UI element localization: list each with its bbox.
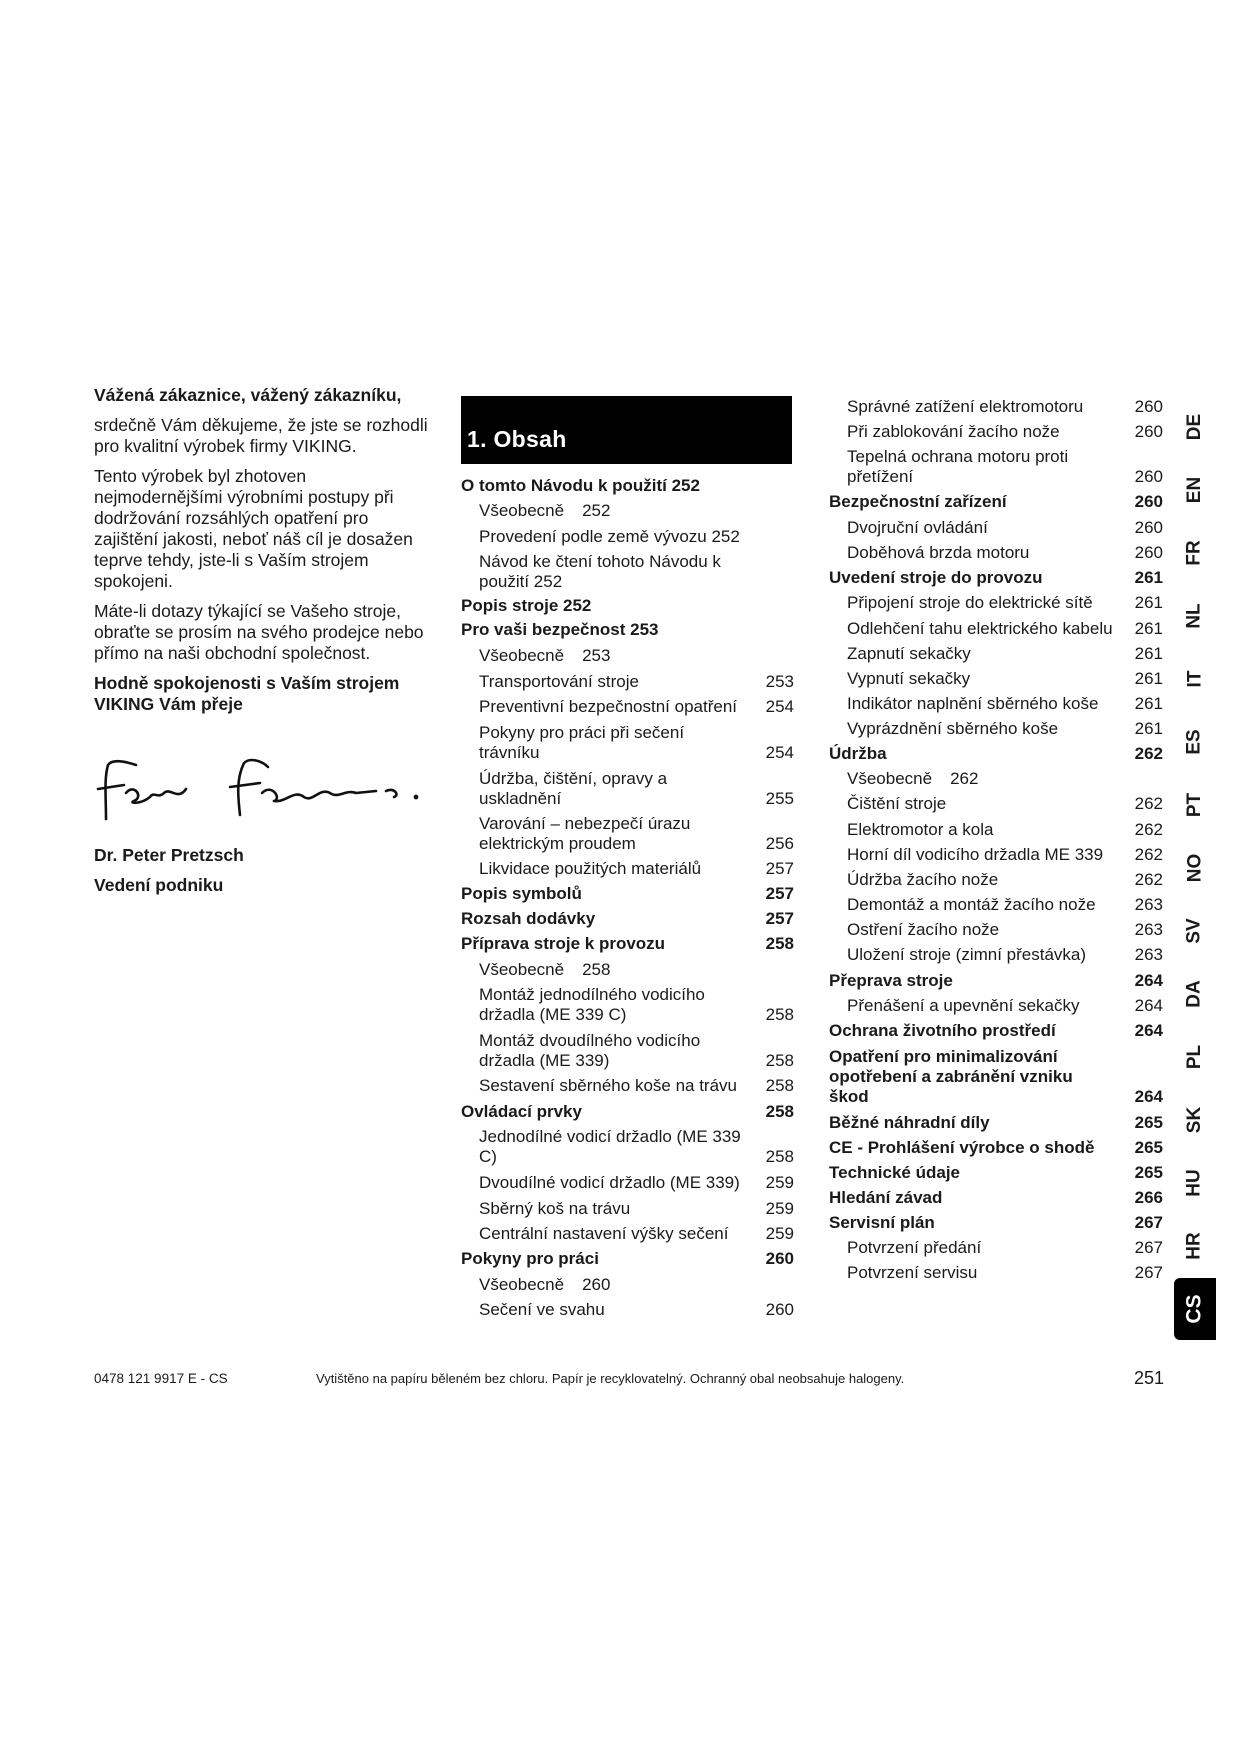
signature-image — [94, 753, 424, 823]
toc-entry-page: 264 — [1134, 1087, 1163, 1106]
toc-entry — [829, 945, 1163, 965]
toc-entry-title: O tomto Návodu k použití 252 — [461, 476, 700, 495]
toc-entry-title: Opatření pro minimalizování opotřebení a zabránění vzniku škod — [829, 1047, 1073, 1106]
document-code: 0478 121 9917 E - CS — [94, 1371, 228, 1386]
language-tab-label: PT — [1184, 792, 1205, 818]
toc-entry-title: Připojení stroje do elektrické sítě — [847, 593, 1093, 612]
toc-entry-title: Rozsah dodávky — [461, 909, 596, 928]
intro-paragraph-1: srdečně Vám děkujeme, že jste se rozhodli pro kvalitní výrobek firmy VIKING. — [94, 415, 428, 456]
toc-entry-title: Zapnutí sekačky — [847, 644, 971, 663]
toc-entry — [829, 895, 1163, 915]
toc-entry-title: Příprava stroje k provozu — [461, 934, 666, 953]
toc-entry-page: 261 — [1134, 619, 1163, 638]
toc-entry — [461, 934, 794, 954]
intro-column — [94, 385, 434, 905]
toc-entry — [461, 814, 794, 854]
toc-entry — [461, 1300, 794, 1320]
toc-entry — [829, 694, 1163, 714]
toc-entry-title: Tepelná ochrana motoru proti přetížení — [847, 447, 1069, 486]
language-tab-pt[interactable] — [1174, 774, 1216, 836]
toc-entry — [461, 859, 794, 879]
toc-entry-page: 259 — [765, 1224, 794, 1243]
language-tab-label: IT — [1183, 670, 1205, 688]
toc-entry-page: 267 — [1134, 1238, 1163, 1257]
toc-entry — [829, 1021, 1163, 1041]
toc-entry — [829, 422, 1163, 442]
toc-entry-title: Všeobecně 253 — [479, 646, 611, 665]
toc-entry — [829, 397, 1163, 417]
toc-entry-page: 258 — [582, 960, 611, 979]
toc-entry-title: Přenášení a upevnění sekačky — [847, 996, 1080, 1015]
contents-header — [461, 396, 792, 464]
toc-entry — [829, 447, 1163, 487]
toc-entry — [461, 1102, 794, 1122]
toc-entry-title: Dvoudílné vodicí držadlo (ME 339) — [479, 1173, 740, 1192]
language-tab-label: HR — [1183, 1232, 1205, 1260]
toc-entry-title: Provedení podle země vývozu 252 — [479, 527, 740, 546]
toc-entry — [461, 769, 794, 809]
toc-entry-title: Montáž jednodílného vodicího držadla (ME 339 C) — [479, 985, 705, 1024]
toc-entry-title: Demontáž a montáž žacího nože — [847, 895, 1096, 914]
language-tab-cs[interactable] — [1174, 1278, 1216, 1340]
toc-entry — [461, 1275, 794, 1295]
toc-entry — [461, 1224, 794, 1244]
toc-entry-title: Pro vaši bezpečnost 253 — [461, 620, 659, 639]
language-tab-label: ES — [1183, 729, 1205, 755]
toc-entry-title: Varování – nebezpečí úrazu elektrickým proudem — [479, 814, 691, 853]
contents-title: 1. Obsah — [467, 426, 567, 452]
toc-entry-title: Návod ke čtení tohoto Návodu k použití 252 — [479, 552, 721, 591]
toc-entry-page: 254 — [765, 697, 794, 716]
toc-entry-title: Doběhová brzda motoru — [847, 543, 1030, 562]
toc-entry — [829, 845, 1163, 865]
toc-entry-page: 258 — [765, 1076, 794, 1095]
language-tab-label: CS — [1183, 1294, 1206, 1324]
toc-entry — [461, 1199, 794, 1219]
toc-entry — [829, 920, 1163, 940]
toc-entry-title: Popis symbolů — [461, 884, 582, 903]
toc-entry — [829, 1113, 1163, 1133]
toc-entry — [461, 1076, 794, 1096]
toc-entry — [829, 1047, 1163, 1107]
toc-entry-page: 265 — [1134, 1138, 1163, 1157]
language-tab-no[interactable] — [1174, 837, 1216, 899]
toc-entry-page: 260 — [765, 1300, 794, 1319]
toc-entry-title: Vyprázdnění sběrného koše — [847, 719, 1059, 738]
toc-entry — [461, 646, 794, 666]
toc-entry — [829, 1188, 1163, 1208]
toc-entry-title: Transportování stroje — [479, 672, 639, 691]
toc-entry-page: 260 — [1134, 422, 1163, 441]
language-tab-nl[interactable] — [1174, 585, 1216, 647]
toc-entry — [461, 672, 794, 692]
toc-entry-title: Montáž dvoudílného vodicího držadla (ME 339) — [479, 1031, 701, 1070]
toc-entry — [461, 697, 794, 717]
toc-entry-page: 266 — [1134, 1188, 1163, 1207]
toc-entry — [461, 476, 794, 496]
intro-paragraph-2: Tento výrobek byl zhotoven nejmodernějšími výrobními postupy při dodržování rozsáhlých opatření pro zajištění jakosti, neboť náš cíl je dosažen teprve tehdy, jste-li s Vaším strojem spokojeni. — [94, 466, 413, 591]
language-tab-da[interactable] — [1174, 963, 1216, 1025]
toc-entry-title: Sestavení sběrného koše na trávu — [479, 1076, 737, 1095]
toc-entry-title: Čištění stroje — [847, 794, 947, 813]
toc-entry-title: Pokyny pro práci — [461, 1249, 599, 1268]
toc-entry — [461, 1249, 794, 1269]
toc-entry-page: 257 — [765, 859, 794, 878]
greeting: Vážená zákaznice, vážený zákazníku, — [94, 385, 402, 405]
toc-entry — [461, 723, 794, 763]
toc-entry-title: Všeobecně 258 — [479, 960, 611, 979]
toc-entry-page: 263 — [1134, 895, 1163, 914]
toc-entry — [829, 543, 1163, 563]
toc-entry-page: 258 — [765, 1005, 794, 1024]
toc-entry-title: Uvedení stroje do provozu — [829, 568, 1043, 587]
language-tab-label: DE — [1184, 413, 1205, 441]
toc-entry-page: 260 — [1134, 543, 1163, 562]
toc-entry — [461, 527, 794, 547]
toc-entry-page: 267 — [1134, 1263, 1163, 1282]
toc-entry — [461, 1127, 794, 1167]
toc-entry-page: 257 — [765, 909, 794, 928]
toc-entry — [829, 820, 1163, 840]
toc-entry — [829, 669, 1163, 689]
toc-entry-page: 258 — [765, 934, 794, 953]
toc-entry-page: 262 — [1134, 870, 1163, 889]
toc-entry-page: 257 — [765, 884, 794, 903]
toc-entry-title: Všeobecně 260 — [479, 1275, 611, 1294]
language-tab-fr[interactable] — [1174, 522, 1216, 584]
toc-entry-title: Údržba, čištění, opravy a uskladnění — [479, 769, 668, 808]
toc-entry-page: 261 — [1134, 568, 1163, 587]
toc-entry-page: 258 — [765, 1051, 794, 1070]
toc-entry — [829, 719, 1163, 739]
language-tab-sv[interactable] — [1174, 900, 1216, 962]
toc-entry — [829, 870, 1163, 890]
language-tab-it[interactable] — [1174, 648, 1216, 710]
toc-entry-page: 262 — [950, 769, 979, 788]
toc-entry — [829, 769, 1163, 789]
language-tab-label: SV — [1183, 918, 1205, 944]
toc-entry-page: 253 — [765, 672, 794, 691]
toc-entry — [461, 552, 794, 592]
toc-entry — [829, 644, 1163, 664]
paper-note: Vytištěno na papíru běleném bez chloru. Papír je recyklovatelný. Ochranný obal neobsahuje halogeny. — [316, 1371, 905, 1386]
toc-entry-title: Technické údaje — [829, 1163, 961, 1182]
toc-entry-title: Preventivní bezpečnostní opatření — [479, 697, 737, 716]
language-tab-label: HU — [1183, 1169, 1205, 1197]
toc-entry — [829, 492, 1163, 512]
toc-entry — [461, 596, 794, 616]
toc-entry-title: Uložení stroje (zimní přestávka) — [847, 945, 1087, 964]
toc-entry-title: Údržba — [829, 744, 887, 763]
intro-paragraph-3: Máte-li dotazy týkající se Vašeho stroje, obraťte se prosím na svého prodejce nebo přímo na naši obchodní společnost. — [94, 601, 424, 663]
toc-entry-page: 260 — [765, 1249, 794, 1268]
toc-entry — [829, 996, 1163, 1016]
language-tab-label: NL — [1183, 603, 1205, 629]
toc-entry-title: Běžné náhradní díly — [829, 1113, 990, 1132]
toc-entry-page: 260 — [1134, 492, 1163, 511]
toc-entry — [829, 1138, 1163, 1158]
toc-entry-page: 255 — [765, 789, 794, 808]
toc-entry-page: 265 — [1134, 1113, 1163, 1132]
toc-entry-page: 259 — [765, 1173, 794, 1192]
toc-entry-page: 261 — [1134, 669, 1163, 688]
toc-entry-title: Správné zatížení elektromotoru — [847, 397, 1084, 416]
toc-entry-page: 254 — [765, 743, 794, 762]
language-tab-en[interactable] — [1174, 459, 1216, 521]
toc-entry-title: Centrální nastavení výšky sečení — [479, 1224, 729, 1243]
toc-entry — [829, 1238, 1163, 1258]
toc-entry-title: Všeobecně 252 — [479, 501, 611, 520]
toc-entry-page: 260 — [1134, 467, 1163, 486]
toc-entry-title: Potvrzení servisu — [847, 1263, 978, 1282]
language-tab-label: DA — [1183, 980, 1205, 1008]
toc-entry-title: Při zablokování žacího nože — [847, 422, 1060, 441]
toc-entry-page: 262 — [1134, 744, 1163, 763]
signer-position: Vedení podniku — [94, 875, 224, 895]
page-footer — [94, 1368, 1164, 1392]
toc-entry-title: Přeprava stroje — [829, 971, 953, 990]
toc-entry-title: Indikátor naplnění sběrného koše — [847, 694, 1099, 713]
toc-entry — [829, 744, 1163, 764]
toc-entry-page: 262 — [1134, 845, 1163, 864]
language-tab-label: FR — [1183, 540, 1205, 566]
toc-entry — [829, 971, 1163, 991]
toc-entry — [829, 1163, 1163, 1183]
language-tab-label: EN — [1184, 476, 1205, 504]
language-tab-de[interactable] — [1174, 396, 1216, 458]
toc-entry-title: Údržba žacího nože — [847, 870, 999, 889]
toc-entry-title: Elektromotor a kola — [847, 820, 994, 839]
toc-entry-page: 261 — [1134, 694, 1163, 713]
language-tab-es[interactable] — [1174, 711, 1216, 773]
toc-entry-title: Ostření žacího nože — [847, 920, 1000, 939]
closing: Hodně spokojenosti s Vaším strojem VIKING Vám přeje — [94, 673, 400, 714]
toc-entry-page: 264 — [1134, 971, 1163, 990]
toc-entry — [461, 985, 794, 1025]
toc-entry-title: CE - Prohlášení výrobce o shodě — [829, 1138, 1095, 1157]
toc-entry — [829, 568, 1163, 588]
toc-entry — [829, 619, 1163, 639]
toc-entry-page: 256 — [765, 834, 794, 853]
signer-name: Dr. Peter Pretzsch — [94, 845, 244, 865]
toc-entry-page: 264 — [1134, 1021, 1163, 1040]
language-tab-label: NO — [1184, 853, 1205, 883]
toc-entry-title: Ovládací prvky — [461, 1102, 582, 1121]
toc-entry — [461, 501, 794, 521]
toc-entry — [829, 593, 1163, 613]
toc-entry-page: 260 — [582, 1275, 611, 1294]
toc-entry-title: Pokyny pro práci při sečení trávníku — [479, 723, 685, 762]
toc-entry-title: Sběrný koš na trávu — [479, 1199, 631, 1218]
toc-entry — [829, 518, 1163, 538]
toc-entry-page: 252 — [582, 501, 611, 520]
toc-entry-title: Jednodílné vodicí držadlo (ME 339 C) — [479, 1127, 741, 1166]
toc-entry-page: 258 — [765, 1147, 794, 1166]
toc-entry-title: Dvojruční ovládání — [847, 518, 988, 537]
language-tab-label: PL — [1184, 1044, 1205, 1070]
toc-entry-page: 261 — [1134, 593, 1163, 612]
toc-entry-page: 262 — [1134, 820, 1163, 839]
toc-entry-title: Horní díl vodicího držadla ME 339 — [847, 845, 1104, 864]
toc-entry-page: 258 — [765, 1102, 794, 1121]
toc-entry-page: 259 — [765, 1199, 794, 1218]
language-tab-hr[interactable] — [1174, 1215, 1216, 1277]
toc-entry-page: 261 — [1134, 644, 1163, 663]
toc-entry-title: Likvidace použitých materiálů — [479, 859, 702, 878]
toc-entry-title: Ochrana životního prostředí — [829, 1021, 1056, 1040]
toc-entry — [461, 1031, 794, 1071]
toc-entry-title: Potvrzení předání — [847, 1238, 982, 1257]
toc-entry — [461, 884, 794, 904]
page-number: 251 — [1133, 1368, 1164, 1388]
toc-entry — [461, 960, 794, 980]
toc-entry — [829, 1263, 1163, 1283]
toc-entry-page: 261 — [1134, 719, 1163, 738]
language-tab-pl[interactable] — [1174, 1026, 1216, 1088]
toc-entry-page: 260 — [1134, 397, 1163, 416]
toc-entry — [461, 1173, 794, 1193]
toc-entry-title: Servisní plán — [829, 1213, 935, 1232]
toc-entry-title: Popis stroje 252 — [461, 596, 592, 615]
toc-entry-page: 263 — [1134, 945, 1163, 964]
toc-entry — [461, 909, 794, 929]
toc-entry-title: Bezpečnostní zařízení — [829, 492, 1007, 511]
language-tab-hu[interactable] — [1174, 1152, 1216, 1214]
language-tab-label: SK — [1184, 1106, 1205, 1134]
toc-entry — [829, 794, 1163, 814]
toc-entry-title: Odlehčení tahu elektrického kabelu — [847, 619, 1113, 638]
toc-entry-page: 264 — [1134, 996, 1163, 1015]
toc-entry-title: Sečení ve svahu — [479, 1300, 605, 1319]
toc-entry-page: 263 — [1134, 920, 1163, 939]
toc-entry-page: 267 — [1134, 1213, 1163, 1232]
toc-entry — [461, 620, 794, 640]
toc-entry-page: 260 — [1134, 518, 1163, 537]
toc-entry-page: 253 — [582, 646, 611, 665]
toc-entry-title: Hledání závad — [829, 1188, 943, 1207]
toc-entry-page: 265 — [1134, 1163, 1163, 1182]
toc-entry — [829, 1213, 1163, 1233]
toc-entry-page: 262 — [1134, 794, 1163, 813]
toc-entry-title: Všeobecně 262 — [847, 769, 979, 788]
toc-entry-title: Vypnutí sekačky — [847, 669, 971, 688]
language-tab-sk[interactable] — [1174, 1089, 1216, 1151]
